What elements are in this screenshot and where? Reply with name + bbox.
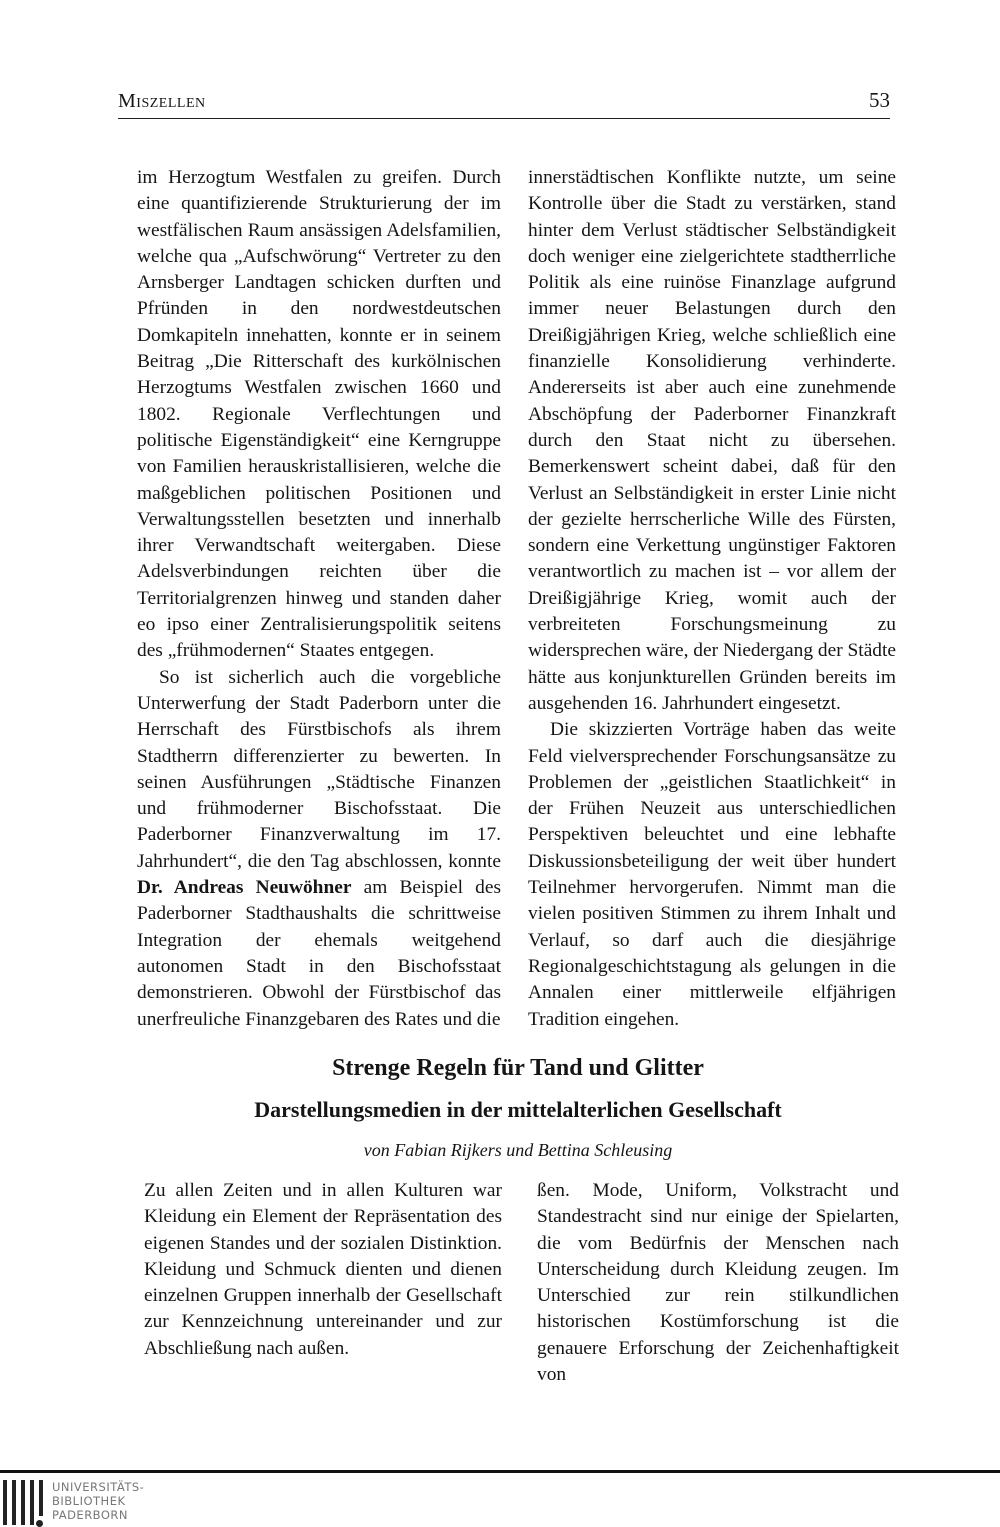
article-byline: von Fabian Rijkers und Bettina Schleusing [363, 1140, 673, 1160]
article-title: Strenge Regeln für Tand und Glitter [332, 1055, 704, 1081]
footer-rule [0, 1470, 1000, 1473]
paragraph: ßen. Mode, Uniform, Volkstracht und Standestracht sind nur einige der Spielarten, die vom Bedürfnis der Menschen nach Unterscheidung durch Kleidung zeugen. Im Unterschied zur rein stilkundlichen historischen Kostümforschung ist die genauere Erforschung der Zeichenhaftigkeit von [537, 1180, 899, 1386]
speaker-name: Dr. Andreas Neuwöhner [137, 877, 352, 899]
paragraph: innerstädtischen Konflikte nutzte, um seine Kontrolle über die Stadt zu verstärken, stand hinter dem Verlust städtischer Selbständigkeit doch weniger eine zielgerichtete stadtherrliche Politik als eine ruinöse Finanzlage aufgrund immer neuer Belastungen durch den Dreißigjährigen Krieg, welche schließlich eine finanzielle Konsolidierung verhinderte. Andererseits ist aber auch eine zunehmende Abschöpfung der Paderborner Finanzkraft durch den Staat nicht zu übersehen. Bemerkenswert scheint dabei, daß für den Verlust an Selbständigkeit in erster Linie nicht der gezielte herrscherliche Wille des Fürsten, sondern eine Verkettung ungünstiger Faktoren verantwortlich zu machen ist – vor allem der Dreißigjährige Krieg, womit auch der verbreiteten Forschungsmeinung zu widersprechen wäre, der Niedergang der Städte hätte aus konjunkturellen Gründen bereits im ausgehenden 16. Jahrhundert eingesetzt. [528, 167, 896, 714]
logo-line: UNIVERSITÄTS- [52, 1480, 145, 1494]
column-bottom-left [144, 1178, 502, 1362]
article-subtitle: Darstellungsmedien in der mittelalterlichen Gesellschaft [254, 1097, 782, 1122]
logo-dot-icon [36, 1520, 43, 1527]
logo-line: BIBLIOTHEK [52, 1494, 126, 1508]
paragraph: im Herzogtum Westfalen zu greifen. Durch eine quantifizierende Strukturierung der im westfälischen Raum ansässigen Adelsfamilien, welche qua „Aufschwörung“ Vertreter zu den Arnsberger Landtagen schicken durften und Pfründen in den nordwestdeutschen Domkapiteln innehatten, konnte er in seinem Beitrag „Die Ritterschaft des kurkölnischen Herzogtums Westfalen zwischen 1660 und 1802. Regionale Verflechtungen und politische Eigenständigkeit“ eine Kerngruppe von Familien herauskristallisieren, welche die maßgeblichen politischen Positionen und Verwaltungsstellen besetzten und innerhalb ihrer Verwandtschaft weitergaben. Diese Adelsverbindungen reichten über die Territorialgrenzen hinweg und standen daher eo ipso einer Zentralisierungspolitik seitens des „frühmodernen“ Staates entgegen. [137, 167, 501, 662]
page-header [118, 88, 890, 119]
paragraph-text: So ist sicherlich auch die vorgebliche Unterwerfung der Stadt Paderborn unter die Herrschaft des Fürstbischofs als ihrem Stadtherrn differenzierter zu bewerten. In seinen Ausführungen „Städtische Finanzen und frühmoderner Bischofsstaat. Die Paderborner Finanzverwaltung im 17. Jahrhundert“, die den Tag abschlossen, konnte [137, 666, 501, 872]
library-logo [0, 1478, 200, 1527]
paragraph-text: am Beispiel des Paderborner Stadthaushalts die schrittweise Integration der ehemals weitgehend autonomen Stadt in den Bischofsstaat demonstrieren. Obwohl der Fürstbischof das unerfreuliche Finanzgebaren des Rates und die [137, 877, 501, 1030]
column-bottom-right [537, 1178, 899, 1388]
page-number: 53 [869, 88, 890, 112]
logo-line: PADERBORN [52, 1508, 129, 1522]
paragraph [137, 665, 501, 1033]
column-top-left [137, 165, 501, 1033]
running-head: Miszellen [118, 90, 206, 112]
library-logo-text [52, 1480, 144, 1522]
paragraph: Zu allen Zeiten und in allen Kulturen war Kleidung ein Element der Repräsentation des eigenen Standes und der sozialen Distinktion. Kleidung und Schmuck dienten und dienen einzelnen Gruppen innerhalb der Gesellschaft zur Kennzeichnung untereinander und zur Abschließung nach außen. [144, 1180, 502, 1359]
column-top-right [528, 165, 896, 1033]
paragraph: Die skizzierten Vorträge haben das weite Feld vielversprechender Forschungsansätze zu Problemen der „geistlichen Staatlichkeit“ in der Frühen Neuzeit aus unterschiedlichen Perspektiven beleuchtet und eine lebhafte Diskussionsbeteiligung der weit über hundert Teilnehmer hervorgerufen. Nimmt man die vielen positiven Stimmen zu ihrem Inhalt und Verlauf, so darf auch die diesjährige Regionalgeschichtstagung als gelungen in die Annalen einer mittlerweile elfjährigen Tradition eingehen. [528, 719, 896, 1030]
